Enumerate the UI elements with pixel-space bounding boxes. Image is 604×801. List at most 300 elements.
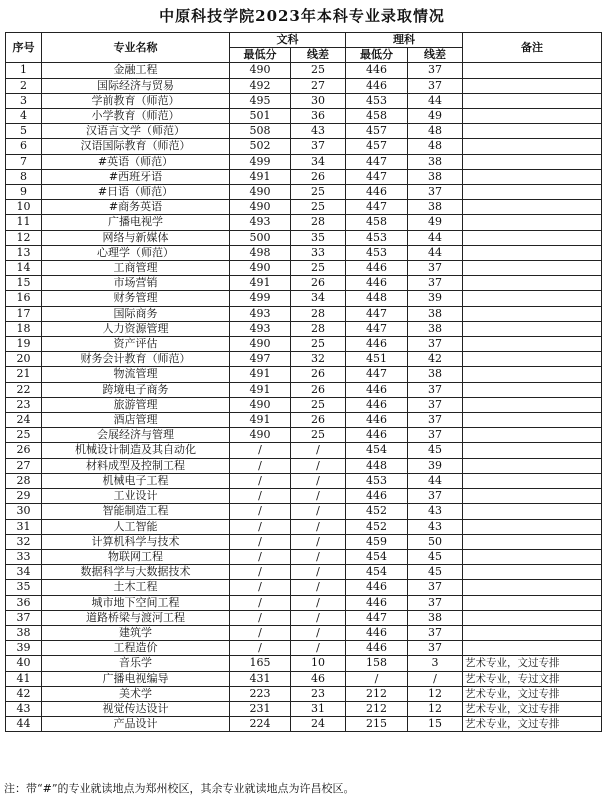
cell-science-gap: 45 — [408, 565, 463, 580]
cell-major: 汉语国际教育（师范） — [42, 139, 230, 154]
cell-index: 2 — [6, 78, 42, 93]
table-row — [6, 489, 602, 504]
cell-arts-min-score: 231 — [230, 701, 291, 716]
header-note: 备注 — [463, 33, 602, 63]
cell-science-min-score: 458 — [346, 215, 408, 230]
cell-major: 土木工程 — [42, 580, 230, 595]
cell-arts-min-score: / — [230, 473, 291, 488]
table-row — [6, 124, 602, 139]
cell-index: 21 — [6, 367, 42, 382]
cell-science-min-score: 453 — [346, 230, 408, 245]
cell-major: 工商管理 — [42, 261, 230, 276]
header-science: 理科 — [346, 33, 463, 48]
cell-note — [463, 215, 602, 230]
cell-arts-min-score: / — [230, 443, 291, 458]
cell-arts-min-score: 492 — [230, 78, 291, 93]
cell-arts-gap: 26 — [291, 413, 346, 428]
cell-arts-min-score: 497 — [230, 352, 291, 367]
cell-note: 艺术专业，文过专排 — [463, 686, 602, 701]
cell-note: 艺术专业，文过专排 — [463, 717, 602, 732]
cell-science-min-score: 453 — [346, 93, 408, 108]
cell-major: #商务英语 — [42, 200, 230, 215]
cell-major: 人力资源管理 — [42, 321, 230, 336]
header-arts-min-score: 最低分 — [230, 48, 291, 63]
cell-science-min-score: 446 — [346, 413, 408, 428]
cell-note — [463, 93, 602, 108]
cell-science-min-score: 446 — [346, 580, 408, 595]
cell-science-gap: 44 — [408, 473, 463, 488]
cell-science-min-score: 446 — [346, 625, 408, 640]
cell-science-min-score: 446 — [346, 261, 408, 276]
cell-arts-gap: 46 — [291, 671, 346, 686]
cell-major: 金融工程 — [42, 63, 230, 78]
cell-science-min-score: 446 — [346, 382, 408, 397]
cell-science-min-score: 446 — [346, 185, 408, 200]
cell-index: 37 — [6, 610, 42, 625]
cell-arts-min-score: 491 — [230, 169, 291, 184]
cell-note — [463, 78, 602, 93]
cell-arts-gap: / — [291, 580, 346, 595]
table-row — [6, 413, 602, 428]
cell-science-min-score: 458 — [346, 109, 408, 124]
cell-arts-gap: 26 — [291, 367, 346, 382]
cell-note — [463, 139, 602, 154]
cell-science-gap: 37 — [408, 63, 463, 78]
cell-note — [463, 367, 602, 382]
cell-arts-min-score: / — [230, 610, 291, 625]
cell-index: 3 — [6, 93, 42, 108]
cell-index: 29 — [6, 489, 42, 504]
cell-science-min-score: 448 — [346, 458, 408, 473]
cell-note — [463, 519, 602, 534]
cell-science-min-score: 448 — [346, 291, 408, 306]
cell-science-gap: 3 — [408, 656, 463, 671]
cell-index: 17 — [6, 306, 42, 321]
cell-arts-min-score: 490 — [230, 261, 291, 276]
cell-science-min-score: 454 — [346, 443, 408, 458]
cell-science-gap: 38 — [408, 306, 463, 321]
cell-arts-gap: / — [291, 519, 346, 534]
cell-arts-min-score: 491 — [230, 413, 291, 428]
header-science-min-score: 最低分 — [346, 48, 408, 63]
cell-index: 4 — [6, 109, 42, 124]
table-row — [6, 549, 602, 564]
cell-science-gap: 49 — [408, 109, 463, 124]
cell-arts-gap: 26 — [291, 276, 346, 291]
admission-table — [5, 32, 602, 732]
cell-arts-gap: / — [291, 549, 346, 564]
cell-arts-min-score: / — [230, 580, 291, 595]
cell-science-min-score: 212 — [346, 701, 408, 716]
cell-science-min-score: 447 — [346, 367, 408, 382]
cell-arts-min-score: 491 — [230, 367, 291, 382]
cell-major: 产品设计 — [42, 717, 230, 732]
cell-index: 24 — [6, 413, 42, 428]
cell-science-min-score: 215 — [346, 717, 408, 732]
cell-note: 艺术专业，专过文排 — [463, 671, 602, 686]
cell-arts-gap: 26 — [291, 169, 346, 184]
cell-science-gap: 38 — [408, 321, 463, 336]
cell-note — [463, 352, 602, 367]
cell-arts-min-score: 508 — [230, 124, 291, 139]
cell-science-gap: / — [408, 671, 463, 686]
cell-major: 会展经济与管理 — [42, 428, 230, 443]
cell-index: 10 — [6, 200, 42, 215]
cell-science-gap: 48 — [408, 124, 463, 139]
table-row — [6, 200, 602, 215]
cell-note — [463, 625, 602, 640]
cell-science-min-score: 454 — [346, 549, 408, 564]
cell-science-min-score: 446 — [346, 337, 408, 352]
table-row — [6, 519, 602, 534]
cell-note — [463, 154, 602, 169]
cell-note — [463, 443, 602, 458]
cell-arts-min-score: / — [230, 489, 291, 504]
header-science-gap: 线差 — [408, 48, 463, 63]
cell-science-min-score: 451 — [346, 352, 408, 367]
cell-note — [463, 565, 602, 580]
cell-arts-gap: 34 — [291, 154, 346, 169]
cell-major: 道路桥梁与渡河工程 — [42, 610, 230, 625]
cell-index: 13 — [6, 245, 42, 260]
cell-note — [463, 109, 602, 124]
cell-science-min-score: / — [346, 671, 408, 686]
cell-arts-gap: / — [291, 458, 346, 473]
footnote: 注：带“#”的专业就读地点为郑州校区，其余专业就读地点为许昌校区。 — [4, 782, 355, 795]
cell-science-gap: 37 — [408, 641, 463, 656]
cell-note — [463, 397, 602, 412]
cell-major: #英语（师范） — [42, 154, 230, 169]
cell-note — [463, 580, 602, 595]
cell-major: 财务管理 — [42, 291, 230, 306]
cell-note — [463, 321, 602, 336]
cell-index: 38 — [6, 625, 42, 640]
cell-arts-gap: 25 — [291, 337, 346, 352]
cell-arts-min-score: 223 — [230, 686, 291, 701]
cell-arts-gap: 25 — [291, 397, 346, 412]
cell-arts-min-score: 499 — [230, 291, 291, 306]
cell-arts-min-score: 490 — [230, 63, 291, 78]
header-arts-gap: 线差 — [291, 48, 346, 63]
cell-science-gap: 38 — [408, 169, 463, 184]
cell-index: 41 — [6, 671, 42, 686]
cell-major: 汉语言文学（师范） — [42, 124, 230, 139]
cell-major: #西班牙语 — [42, 169, 230, 184]
cell-major: 物流管理 — [42, 367, 230, 382]
table-row — [6, 291, 602, 306]
cell-science-gap: 38 — [408, 610, 463, 625]
cell-arts-min-score: / — [230, 565, 291, 580]
cell-science-gap: 15 — [408, 717, 463, 732]
cell-science-min-score: 453 — [346, 245, 408, 260]
cell-index: 7 — [6, 154, 42, 169]
cell-science-gap: 37 — [408, 489, 463, 504]
cell-science-gap: 37 — [408, 595, 463, 610]
cell-index: 16 — [6, 291, 42, 306]
cell-arts-gap: / — [291, 534, 346, 549]
table-row — [6, 458, 602, 473]
cell-arts-min-score: / — [230, 549, 291, 564]
cell-note — [463, 489, 602, 504]
cell-science-gap: 38 — [408, 200, 463, 215]
cell-major: 建筑学 — [42, 625, 230, 640]
cell-note — [463, 63, 602, 78]
cell-science-gap: 37 — [408, 78, 463, 93]
cell-major: 网络与新媒体 — [42, 230, 230, 245]
cell-science-min-score: 447 — [346, 321, 408, 336]
cell-science-min-score: 447 — [346, 154, 408, 169]
cell-major: 计算机科学与技术 — [42, 534, 230, 549]
table-row — [6, 154, 602, 169]
cell-science-gap: 37 — [408, 261, 463, 276]
table-row — [6, 671, 602, 686]
table-row — [6, 78, 602, 93]
cell-science-gap: 42 — [408, 352, 463, 367]
cell-index: 20 — [6, 352, 42, 367]
table-body — [6, 63, 602, 732]
cell-major: 人工智能 — [42, 519, 230, 534]
cell-arts-gap: / — [291, 625, 346, 640]
cell-arts-min-score: 491 — [230, 276, 291, 291]
cell-arts-gap: 35 — [291, 230, 346, 245]
cell-arts-min-score: / — [230, 595, 291, 610]
cell-arts-min-score: 495 — [230, 93, 291, 108]
cell-science-min-score: 459 — [346, 534, 408, 549]
cell-major: 城市地下空间工程 — [42, 595, 230, 610]
table-row — [6, 580, 602, 595]
cell-major: 机械设计制造及其自动化 — [42, 443, 230, 458]
cell-science-min-score: 447 — [346, 610, 408, 625]
cell-index: 44 — [6, 717, 42, 732]
cell-note — [463, 291, 602, 306]
cell-major: 资产评估 — [42, 337, 230, 352]
table-row — [6, 169, 602, 184]
cell-major: 国际经济与贸易 — [42, 78, 230, 93]
cell-note — [463, 337, 602, 352]
cell-science-min-score: 453 — [346, 473, 408, 488]
cell-index: 40 — [6, 656, 42, 671]
cell-major: 心理学（师范） — [42, 245, 230, 260]
cell-arts-min-score: 490 — [230, 185, 291, 200]
cell-arts-gap: 28 — [291, 215, 346, 230]
cell-major: 工业设计 — [42, 489, 230, 504]
table-row — [6, 93, 602, 108]
cell-note — [463, 276, 602, 291]
cell-index: 33 — [6, 549, 42, 564]
cell-arts-min-score: 431 — [230, 671, 291, 686]
cell-note — [463, 595, 602, 610]
cell-science-gap: 37 — [408, 276, 463, 291]
table-row — [6, 185, 602, 200]
cell-index: 36 — [6, 595, 42, 610]
cell-science-min-score: 212 — [346, 686, 408, 701]
cell-arts-min-score: 224 — [230, 717, 291, 732]
cell-science-gap: 48 — [408, 139, 463, 154]
document-title: 中原科技学院2023年本科专业录取情况 — [159, 7, 445, 25]
cell-science-gap: 37 — [408, 580, 463, 595]
cell-science-min-score: 457 — [346, 124, 408, 139]
cell-science-gap: 49 — [408, 215, 463, 230]
cell-major: 数据科学与大数据技术 — [42, 565, 230, 580]
cell-index: 12 — [6, 230, 42, 245]
cell-science-min-score: 446 — [346, 63, 408, 78]
cell-arts-gap: 30 — [291, 93, 346, 108]
cell-index: 11 — [6, 215, 42, 230]
cell-science-gap: 44 — [408, 245, 463, 260]
cell-science-gap: 37 — [408, 428, 463, 443]
table-row — [6, 641, 602, 656]
cell-arts-min-score: 500 — [230, 230, 291, 245]
cell-index: 14 — [6, 261, 42, 276]
table-row — [6, 337, 602, 352]
cell-arts-gap: 33 — [291, 245, 346, 260]
table-row — [6, 306, 602, 321]
cell-arts-min-score: 490 — [230, 337, 291, 352]
cell-arts-min-score: 490 — [230, 397, 291, 412]
cell-major: 广播电视编导 — [42, 671, 230, 686]
cell-arts-gap: 26 — [291, 382, 346, 397]
cell-major: 工程造价 — [42, 641, 230, 656]
cell-major: 酒店管理 — [42, 413, 230, 428]
cell-index: 5 — [6, 124, 42, 139]
table-row — [6, 625, 602, 640]
cell-arts-gap: 24 — [291, 717, 346, 732]
cell-science-min-score: 447 — [346, 200, 408, 215]
cell-science-min-score: 446 — [346, 78, 408, 93]
cell-science-min-score: 447 — [346, 169, 408, 184]
cell-index: 35 — [6, 580, 42, 595]
cell-arts-gap: 23 — [291, 686, 346, 701]
cell-major: 物联网工程 — [42, 549, 230, 564]
cell-note — [463, 534, 602, 549]
table-row — [6, 428, 602, 443]
cell-science-gap: 37 — [408, 397, 463, 412]
cell-science-gap: 43 — [408, 519, 463, 534]
cell-note — [463, 124, 602, 139]
cell-arts-gap: 10 — [291, 656, 346, 671]
cell-index: 8 — [6, 169, 42, 184]
cell-science-min-score: 158 — [346, 656, 408, 671]
cell-science-min-score: 454 — [346, 565, 408, 580]
cell-index: 6 — [6, 139, 42, 154]
cell-arts-min-score: / — [230, 625, 291, 640]
table-row — [6, 230, 602, 245]
cell-arts-min-score: 493 — [230, 321, 291, 336]
cell-science-min-score: 446 — [346, 595, 408, 610]
cell-index: 27 — [6, 458, 42, 473]
cell-arts-gap: 25 — [291, 428, 346, 443]
cell-note: 艺术专业，文过专排 — [463, 656, 602, 671]
table-row — [6, 321, 602, 336]
cell-arts-min-score: 491 — [230, 382, 291, 397]
cell-index: 22 — [6, 382, 42, 397]
cell-major: 市场营销 — [42, 276, 230, 291]
cell-index: 39 — [6, 641, 42, 656]
cell-arts-gap: / — [291, 443, 346, 458]
cell-arts-min-score: 165 — [230, 656, 291, 671]
cell-index: 28 — [6, 473, 42, 488]
cell-science-gap: 37 — [408, 625, 463, 640]
table-row — [6, 109, 602, 124]
cell-note — [463, 504, 602, 519]
cell-science-gap: 37 — [408, 337, 463, 352]
cell-index: 1 — [6, 63, 42, 78]
table-row — [6, 504, 602, 519]
cell-science-min-score: 452 — [346, 504, 408, 519]
table-row — [6, 215, 602, 230]
cell-arts-gap: 28 — [291, 321, 346, 336]
cell-arts-gap: 25 — [291, 200, 346, 215]
cell-science-min-score: 447 — [346, 306, 408, 321]
table-row — [6, 534, 602, 549]
cell-science-gap: 12 — [408, 701, 463, 716]
cell-science-min-score: 446 — [346, 276, 408, 291]
cell-arts-gap: 37 — [291, 139, 346, 154]
table-row — [6, 656, 602, 671]
cell-index: 34 — [6, 565, 42, 580]
cell-arts-gap: / — [291, 610, 346, 625]
cell-arts-min-score: / — [230, 534, 291, 549]
cell-major: 国际商务 — [42, 306, 230, 321]
header-index: 序号 — [6, 33, 42, 63]
table-row — [6, 261, 602, 276]
cell-major: 美术学 — [42, 686, 230, 701]
table-row — [6, 717, 602, 732]
cell-science-gap: 39 — [408, 291, 463, 306]
cell-arts-gap: 32 — [291, 352, 346, 367]
cell-note: 艺术专业，文过专排 — [463, 701, 602, 716]
cell-arts-gap: 34 — [291, 291, 346, 306]
cell-science-gap: 12 — [408, 686, 463, 701]
cell-arts-gap: 27 — [291, 78, 346, 93]
cell-science-min-score: 446 — [346, 397, 408, 412]
cell-major: 财务会计教育（师范） — [42, 352, 230, 367]
cell-arts-gap: / — [291, 489, 346, 504]
cell-index: 18 — [6, 321, 42, 336]
cell-arts-gap: 43 — [291, 124, 346, 139]
cell-index: 19 — [6, 337, 42, 352]
cell-science-gap: 38 — [408, 367, 463, 382]
cell-arts-gap: 31 — [291, 701, 346, 716]
cell-major: 广播电视学 — [42, 215, 230, 230]
cell-science-gap: 39 — [408, 458, 463, 473]
cell-science-min-score: 452 — [346, 519, 408, 534]
cell-major: 机械电子工程 — [42, 473, 230, 488]
table-row — [6, 397, 602, 412]
cell-arts-gap: / — [291, 473, 346, 488]
cell-major: 跨境电子商务 — [42, 382, 230, 397]
cell-arts-min-score: 490 — [230, 200, 291, 215]
cell-index: 42 — [6, 686, 42, 701]
cell-note — [463, 245, 602, 260]
cell-note — [463, 458, 602, 473]
cell-major: #日语（师范） — [42, 185, 230, 200]
cell-arts-gap: / — [291, 565, 346, 580]
cell-index: 32 — [6, 534, 42, 549]
cell-arts-min-score: 499 — [230, 154, 291, 169]
cell-arts-min-score: 498 — [230, 245, 291, 260]
cell-index: 23 — [6, 397, 42, 412]
table-row — [6, 610, 602, 625]
cell-major: 视觉传达设计 — [42, 701, 230, 716]
table-row — [6, 701, 602, 716]
table-row — [6, 565, 602, 580]
cell-science-gap: 38 — [408, 154, 463, 169]
cell-index: 26 — [6, 443, 42, 458]
table-row — [6, 139, 602, 154]
cell-arts-min-score: 501 — [230, 109, 291, 124]
cell-index: 30 — [6, 504, 42, 519]
